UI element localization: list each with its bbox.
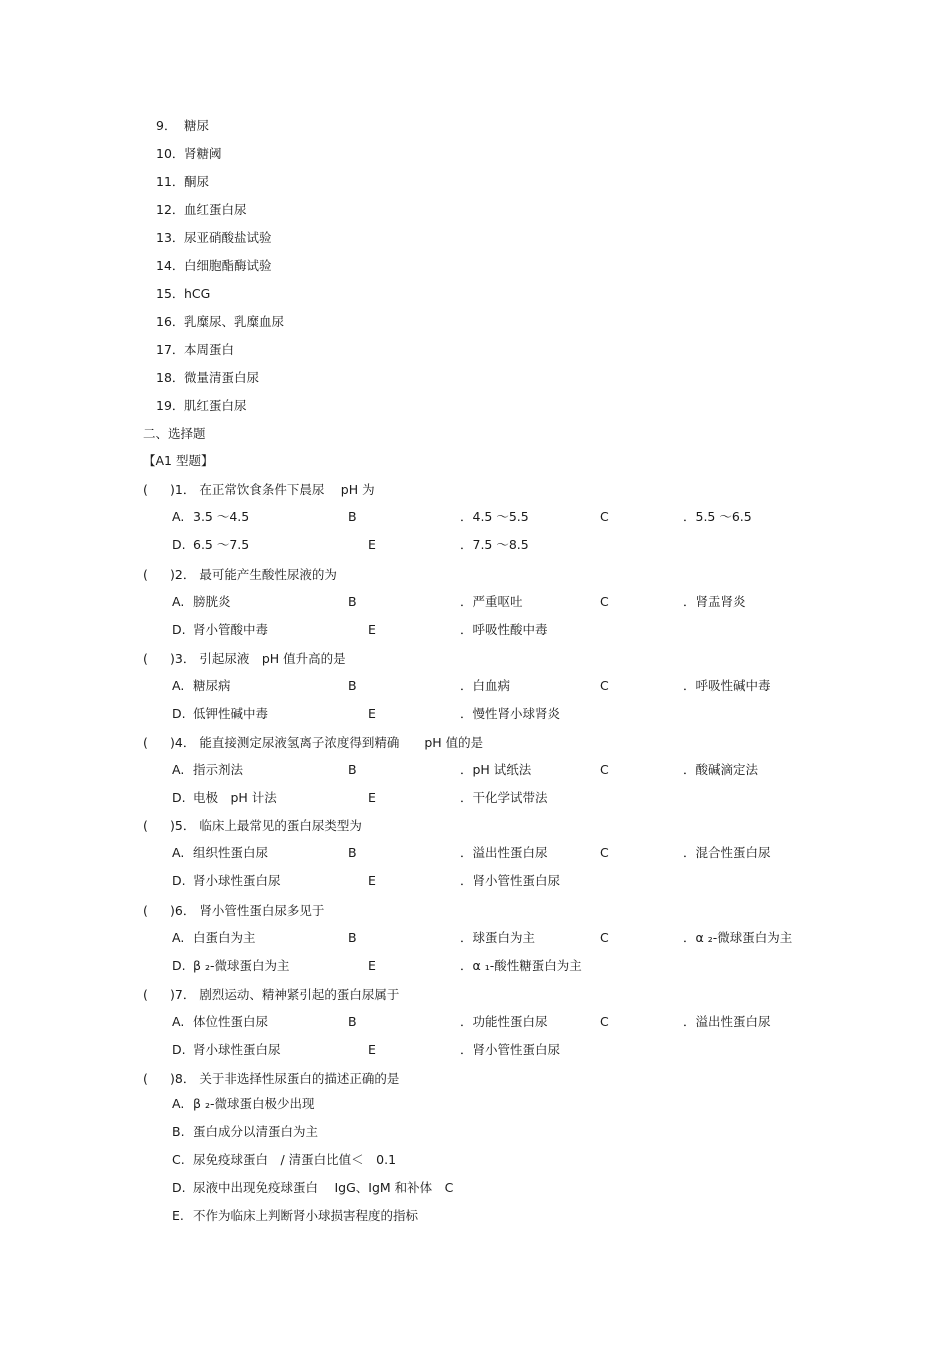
question-number: )1． [170, 482, 196, 497]
option-letter: B [348, 1014, 357, 1029]
question-type-title: 【A1 型题】 [143, 453, 214, 468]
option-text: ．功能性蛋白尿 [460, 1014, 548, 1029]
option-text: 低钾性碱中毒 [193, 706, 269, 721]
term-item [156, 258, 272, 274]
question-stem [143, 735, 483, 751]
option-letter: C [600, 930, 609, 945]
term-text: 本周蛋白 [184, 342, 235, 357]
option-letter: A. [172, 594, 185, 609]
term-text: 微量清蛋白尿 [184, 370, 260, 385]
question-stem [143, 651, 346, 667]
term-text: 白细胞酯酶试验 [184, 258, 272, 273]
option-text: ．肾小管性蛋白尿 [460, 873, 561, 888]
option-letter: B [348, 594, 357, 609]
answer-blank[interactable]: ( [143, 735, 148, 750]
answer-blank[interactable]: ( [143, 651, 148, 666]
option-text: ．4.5 ～5.5 [460, 509, 529, 524]
term-item [156, 370, 259, 386]
option-text: ．α ₂-微球蛋白为主 [683, 930, 793, 945]
option-letter: C [600, 594, 609, 609]
question-number: )7． [170, 987, 196, 1002]
option-text: ．呼吸性酸中毒 [460, 622, 548, 637]
term-item [156, 398, 247, 414]
term-item [156, 146, 222, 162]
answer-blank[interactable]: ( [143, 567, 148, 582]
option-text: 肾小球性蛋白尿 [193, 1042, 281, 1057]
section-title: 二、选择题 [143, 426, 206, 441]
option-text: 尿液中出现免疫球蛋白 IgG、IgM 和补体 C [193, 1180, 454, 1195]
option-letter: A. [172, 1014, 185, 1029]
option-text: ．慢性肾小球肾炎 [460, 706, 561, 721]
term-number: 17． [156, 342, 185, 357]
question-text: 引起尿液 pH 值升高的是 [195, 651, 346, 666]
option-letter: B [348, 845, 357, 860]
question-number: )4． [170, 735, 196, 750]
term-item [156, 230, 272, 246]
option-letter: D. [172, 537, 186, 552]
term-number: 19． [156, 398, 185, 413]
term-number: 12． [156, 202, 185, 217]
option-text: ．7.5 ～8.5 [460, 537, 529, 552]
option-text: ．肾盂肾炎 [683, 594, 746, 609]
option-text: 6.5 ～7.5 [193, 537, 250, 552]
option-letter: A. [172, 930, 185, 945]
term-number: 18． [156, 370, 185, 385]
term-text: 酮尿 [184, 174, 210, 189]
option-letter: E [368, 1042, 376, 1057]
option-letter: D. [172, 1180, 186, 1195]
option-text: ．pH 试纸法 [460, 762, 532, 777]
option-letter: E [368, 873, 376, 888]
option-letter: B [348, 762, 357, 777]
option-letter: C [600, 762, 609, 777]
option-text: 3.5 ～4.5 [193, 509, 250, 524]
option-letter: E [368, 958, 376, 973]
question-stem [143, 567, 337, 583]
option-letter: B [348, 509, 357, 524]
option-letter: A. [172, 509, 185, 524]
question-stem [143, 482, 375, 498]
option-text: ．溢出性蛋白尿 [683, 1014, 771, 1029]
term-item [156, 202, 247, 218]
option-text: 指示剂法 [193, 762, 244, 777]
term-number: 13． [156, 230, 185, 245]
answer-blank[interactable]: ( [143, 482, 148, 497]
term-number: 9． [156, 118, 177, 133]
option-text: 糖尿病 [193, 678, 231, 693]
question-text: 临床上最常见的蛋白尿类型为 [195, 818, 362, 833]
question-stem [143, 818, 362, 834]
option-letter: C [600, 845, 609, 860]
question-number: )3． [170, 651, 196, 666]
term-text: 肾糖阈 [184, 146, 222, 161]
option-text: 尿免疫球蛋白 / 清蛋白比值＜ 0.1 [193, 1152, 397, 1167]
option-text: ．球蛋白为主 [460, 930, 536, 945]
option-letter: B [348, 678, 357, 693]
question-number: )8． [170, 1071, 196, 1086]
option-letter: A. [172, 762, 185, 777]
question-stem [143, 987, 399, 1003]
question-text: 剧烈运动、精神紧引起的蛋白尿属于 [195, 987, 400, 1002]
question-number: )5． [170, 818, 196, 833]
question-number: )6． [170, 903, 196, 918]
option-text: 肾小管酸中毒 [193, 622, 269, 637]
question-text: 最可能产生酸性尿液的为 [195, 567, 337, 582]
option-letter: D. [172, 1042, 186, 1057]
option-text: 不作为临床上判断肾小球损害程度的指标 [193, 1208, 419, 1223]
term-text: 糖尿 [184, 118, 210, 133]
option-text: ．混合性蛋白尿 [683, 845, 771, 860]
question-text: 能直接测定尿液氢离子浓度得到精确 pH 值的是 [195, 735, 484, 750]
term-number: 16． [156, 314, 185, 329]
option-letter: B. [172, 1124, 185, 1139]
option-letter: E [368, 706, 376, 721]
term-number: 14． [156, 258, 185, 273]
option-letter: B [348, 930, 357, 945]
option-text: ．酸碱滴定法 [683, 762, 759, 777]
option-letter: C [600, 1014, 609, 1029]
option-text: ．严重呕吐 [460, 594, 523, 609]
question-stem [143, 903, 324, 919]
term-item [156, 286, 210, 302]
option-text: ．α ₁-酸性糖蛋白为主 [460, 958, 582, 973]
option-letter: D. [172, 790, 186, 805]
option-letter: D. [172, 622, 186, 637]
option-text: 肾小球性蛋白尿 [193, 873, 281, 888]
question-text: 在正常饮食条件下晨尿 pH 为 [195, 482, 375, 497]
question-text: 肾小管性蛋白尿多见于 [195, 903, 325, 918]
option-letter: C [600, 509, 609, 524]
answer-blank[interactable]: ( [143, 1071, 148, 1086]
term-item [156, 314, 284, 330]
option-letter: C [600, 678, 609, 693]
term-text: hCG [184, 286, 211, 301]
option-letter: D. [172, 873, 186, 888]
option-text: ．白血病 [460, 678, 511, 693]
option-text: ．肾小管性蛋白尿 [460, 1042, 561, 1057]
term-number: 11． [156, 174, 185, 189]
term-item [156, 118, 209, 134]
option-letter: D. [172, 958, 186, 973]
option-text: 组织性蛋白尿 [193, 845, 269, 860]
option-text: β ₂-微球蛋白极少出现 [193, 1096, 315, 1111]
option-letter: A. [172, 1096, 185, 1111]
option-letter: E [368, 790, 376, 805]
term-item [156, 342, 234, 358]
option-text: ．溢出性蛋白尿 [460, 845, 548, 860]
question-stem [143, 1071, 399, 1087]
option-text: ．干化学试带法 [460, 790, 548, 805]
option-letter: E [368, 622, 376, 637]
option-letter: E [368, 537, 376, 552]
answer-blank[interactable]: ( [143, 903, 148, 918]
question-text: 关于非选择性尿蛋白的描述正确的是 [195, 1071, 400, 1086]
option-text: 白蛋白为主 [193, 930, 256, 945]
option-text: ．5.5 ～6.5 [683, 509, 752, 524]
option-letter: C. [172, 1152, 185, 1167]
question-number: )2． [170, 567, 196, 582]
option-text: β ₂-微球蛋白为主 [193, 958, 290, 973]
answer-blank[interactable]: ( [143, 987, 148, 1002]
option-text: ．呼吸性碱中毒 [683, 678, 771, 693]
term-text: 肌红蛋白尿 [184, 398, 247, 413]
option-text: 膀胱炎 [193, 594, 231, 609]
option-text: 蛋白成分以清蛋白为主 [193, 1124, 319, 1139]
term-text: 尿亚硝酸盐试验 [184, 230, 272, 245]
option-text: 体位性蛋白尿 [193, 1014, 269, 1029]
term-number: 10． [156, 146, 185, 161]
term-item [156, 174, 209, 190]
answer-blank[interactable]: ( [143, 818, 148, 833]
option-letter: A. [172, 845, 185, 860]
option-letter: A. [172, 678, 185, 693]
term-text: 乳糜尿、乳糜血尿 [184, 314, 285, 329]
term-number: 15． [156, 286, 185, 301]
term-text: 血红蛋白尿 [184, 202, 247, 217]
option-letter: D. [172, 706, 186, 721]
option-text: 电极 pH 计法 [193, 790, 277, 805]
option-letter: E. [172, 1208, 184, 1223]
